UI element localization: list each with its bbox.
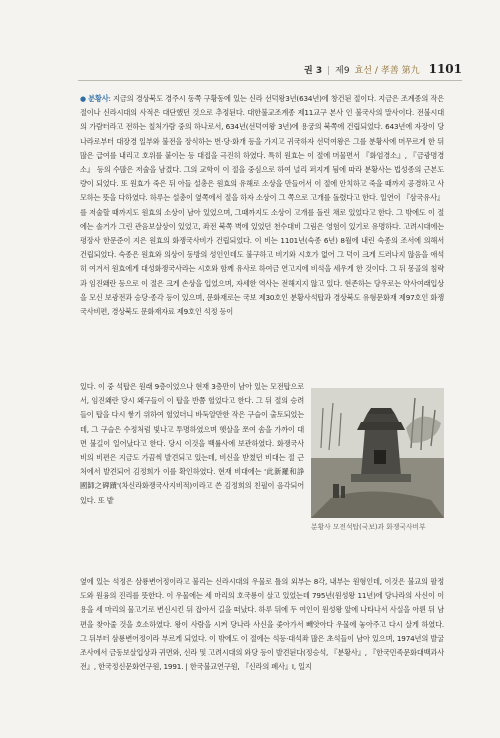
article-top-paragraph [80,92,444,319]
running-header [304,62,462,76]
header-rule [78,80,462,81]
article-term: 분황사 [88,94,109,103]
header-separator: | [327,66,331,76]
pagoda-photo [311,388,444,518]
photo-caption: 분황사 모전석탑(국보)과 화쟁국사비부 [311,523,426,531]
volume-label: 권 3 [304,66,323,76]
bullet-icon: ● [80,95,87,103]
page-number: 1101 [428,62,462,76]
section-highlight: 효선 / 孝善 第九 [354,66,420,76]
pagoda-illustration [311,388,444,518]
section-label: 제9 [335,66,350,76]
article-narrow-paragraph: 있다. 이 중 석탑은 원래 9층이었으나 현재 3층만이 남아 있는 모전탑으로서, 임진왜란 당시 왜구들이 이 탑을 반쯤 헐었다고 한다. 그 뒤 절의 승려들이 탑을 다시 쌓기 위하여 헐었더니 바둑알만한 작은 구슬이 출토되었는데, 그 구슬은 수정처럼 빛나고 투명하였으며 햇살을 쪼여 솜을 가까이 대면 불길이 일어났다고 한다. 당시 이것을 백률사에 보관하였다. 화쟁국사비의 비편은 지금도 가끔씩 발견되고 있는데, 비신을 받쳤던 비대는 절 근처에서 발견되어 김정희가 이를 확인하였다. 현재 비대에는 '此新羅和諍國師之碑蹟'(차신라화쟁국사지비적)이라고 쓴 김정희의 친필이 음각되어 있다. 또 밭 [80,382,304,505]
article-bottom-paragraph: 옆에 있는 석정은 삼룡변어정이라고 불리는 신라시대의 우물로 틀의 외부는 8각, 내부는 원형인데, 이것은 불교의 팔정도와 원융의 진리를 뜻한다. 이 우물에는 세 마리의 호국룡이 살고 있었는데 795년(원성왕 11년)에 당나라의 사신이 이 용을 세 마리의 물고기로 변신시킨 뒤 잡아서 길을 떠났다. 하루 뒤에 두 여인이 원성왕 앞에 나타나서 사실을 아뢴 뒤 남편을 찾아줄 것을 호소하였다. 왕이 사람을 시켜 당나라 사신을 좇아가서 빼앗아다 우물에 놓아주고 다시 살게 하였다. 그 뒤부터 삼룡변어정이라 부르게 되었다. 이 밖에도 이 절에는 석등·대석좌 많은 초석들이 남아 있으며, 1974년의 발굴조사에서 금동보살입상과 귀면와, 신라 및 고려시대의 와당 등이 발견된다(정승석, 『분황사』, 『한국민족문화대백과사전』, 한국정신문화연구원, 1991. | 한국불교연구원, 『신라의 폐사』Ⅰ, 일지 [80,577,445,672]
article-top-text: : 지금의 경상북도 경주시 동쪽 구황동에 있는 신라 선덕왕3년(634년)에 창건된 절이다. 지금은 조계종의 작은 절이나 신라시대의 사적은 대단했던 것으로 추정된다. 대한불교조계종 제11교구 본사 인 불국사의 말사이다. 전불시대의 가람터라고 전하는 칠처가람 중의 하나로서, 634년(선덕여왕 3년)에 용궁의 북쪽에 건립되었다. 643년에 자장이 당나라로부터 대장경 일부와 불전을 장식하는 번·당·화개 등을 가지고 귀국하자 선덕여왕은 그를 분황사에 머무르게 한 뒤 많은 급여를 내리고 호위를 붙이는 등 대접을 극진히 하였다. 특히 원효는 이 절에 머물면서 『화엄경소』, 『금광명경소』 등의 수많은 저술을 남겼다. 그의 교학이 이 절을 중심으로 하여 널리 퍼지게 됨에 따라 분황사는 법성종의 근본도량이 되었다. 또 원효가 죽은 뒤 아들 설총은 원효의 유해로 소상을 만들어서 이 절에 안치하고 죽을 때까지 공경하고 사모하는 뜻을 다하였다. 하루는 설총이 옆쪽에서 절을 하자 소상이 그 쪽으로 고개를 돌렸다고 한다. 일연이 『삼국유사』를 저술할 때까지도 원효의 소상이 남아 있었으며, 그때까지도 소상이 고개를 돌린 채로 있었다고 한다. 그 밖에도 이 절에는 솔거가 그린 관음보살상이 있었고, 좌전 북쪽 벽에 있었던 천수대비 그림은 영험이 있기로 유명하다. 고려시대에는 평장사 한문준이 지은 원효의 화쟁국사비가 건립되었다. 이 비는 1101년(숙종 6년) 8월에 내린 숙종의 조서에 의해서 건립되었다. 숙종은 원효와 의상이 동방의 성인인데도 불구하고 비기와 시호가 없어 그 덕이 크게 드러나지 않음을 애석히 여겨서 원효에게 대성화쟁국사라는 시호와 함께 유사로 하여금 연고지에 비석을 세우게 한 것이다. 그 뒤 몽골의 침략과 임진왜란 등으로 이 절은 크게 손상을 입었으며, 자세한 역사는 전해지지 않고 있다. 현존하는 당우로는 약사여래입상을 모신 보광전과 승당·종각 등이 있으며, 문화재로는 국보 제30호인 분황사석탑과 경상북도 유형문화재 제97호인 화쟁국사비편, 경상북도 문화재자료 제9호인 석정 등이 [80,94,444,317]
